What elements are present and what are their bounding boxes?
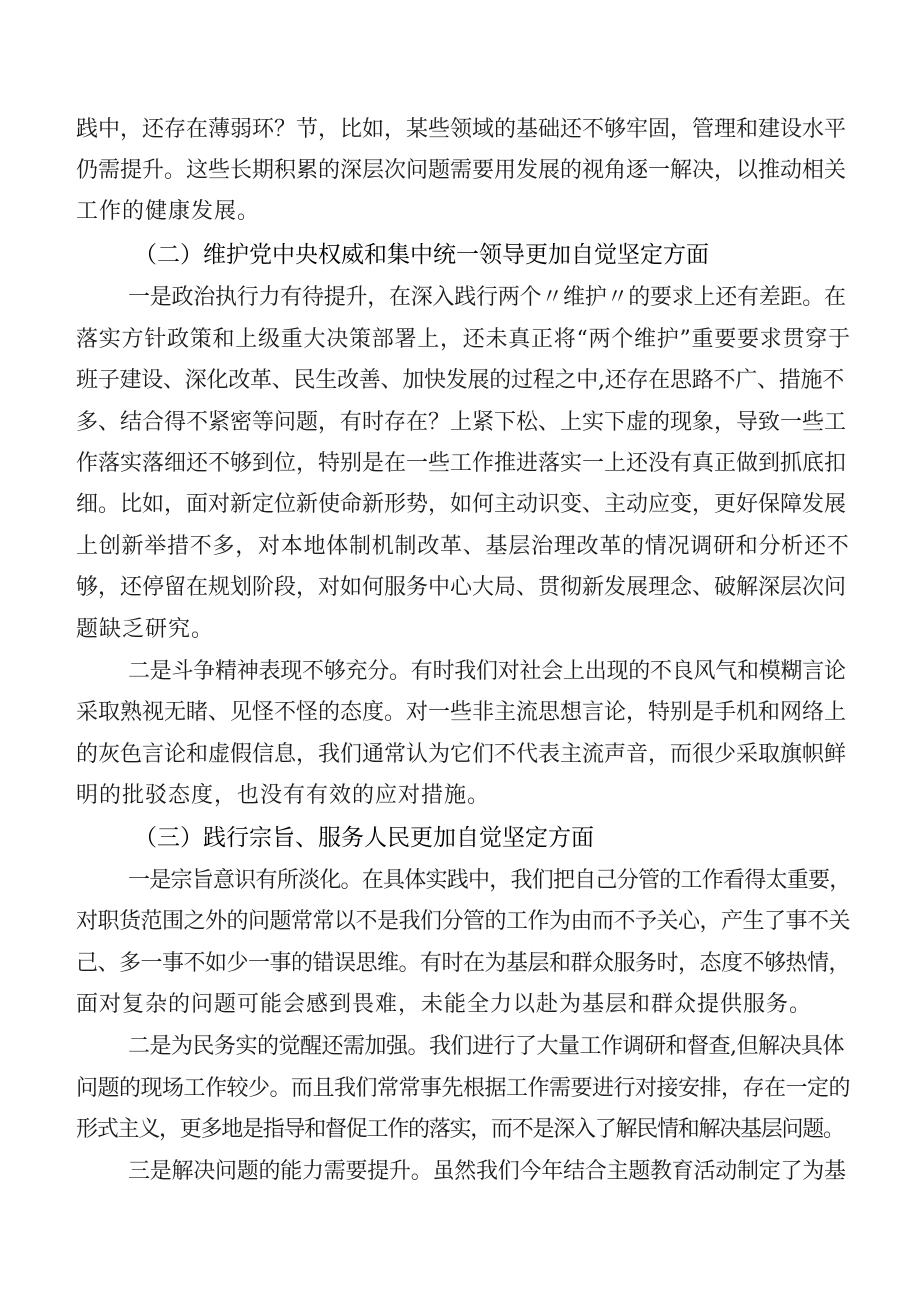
text-line: 上创新举措不多，对本地体制机制改革、基层治理改革的情况调研和分析还不 (76, 534, 850, 559)
text-line: 工作的健康发展。 (76, 199, 261, 224)
text-line: 题缺乏研究。 (76, 617, 215, 642)
text-line: 细。比如，面对新定位新使命新形势，如何主动识变、主动应变，更好保障发展 (76, 492, 847, 517)
text-line: 落实方针政策和上级重大决策部署上，还未真正将“两个维护”重要要求贯穿于 (76, 327, 851, 352)
text-line: 多、结合得不紧密等问题，有时存在？上紧下松、上实下虚的现象，导致一些工 (76, 410, 847, 435)
text-line: 形式主义，更多地是指导和督促工作的落实，而不是深入了解民情和解决基层问题。 (76, 1117, 844, 1142)
text-line: 二是为民务实的觉醒还需加强。我们进行了大量工作调研和督查,但解决具体 (128, 1034, 844, 1059)
section-heading-2: （二）维护党中央权威和集中统一领导更加自觉坚定方面 (134, 242, 709, 268)
text-line: 己、多一事不如少一事的错误思维。有时在为基层和群众服务时，态度不够热情， (76, 951, 851, 976)
text-line: 作落实落细还不够到位，特别是在一些工作推进落实一上还没有真正做到抓底扣 (76, 451, 847, 476)
text-line: 践中，还存在薄弱环？节，比如，某些领域的基础还不够牢固，管理和建设水平 (76, 117, 847, 142)
text-line: 三是解决问题的能力需要提升。虽然我们今年结合主题教育活动制定了为基 (128, 1159, 846, 1184)
section-heading-3: （三）践行宗旨、服务人民更加自觉坚定方面 (134, 825, 594, 851)
text-line: 班子建设、深化改革、民生改善、加快发展的过程之中,还存在思路不广、措施不 (76, 368, 844, 393)
text-line: 仍需提升。这些长期积累的深层次问题需要用发展的视角逐一解决，以推动相关 (76, 158, 847, 183)
text-line: 明的批驳态度，也没有有效的应对措施。 (76, 783, 491, 808)
text-line: 一是政治执行力有待提升，在深入践行两个〃维护〃的要求上还有差距。在 (128, 285, 846, 310)
text-line: 够，还停留在规划阶段，对如何服务中心大局、贯彻新发展理念、破解深层次问 (76, 575, 847, 600)
text-line: 问题的现场工作较少。而且我们常常事先根据工作需要进行对接安排，存在一定的 (76, 1076, 851, 1101)
text-line: 对职货范围之外的问题常常以不是我们分管的工作为由而不予关心，产生了事不关 (76, 909, 851, 934)
text-line: 二是斗争精神表现不够充分。有时我们对社会上出现的不良风气和模糊言论 (128, 659, 846, 684)
text-line: 采取熟视无睹、见怪不怪的态度。对一些非主流思想言论，特别是手机和网络上 (76, 700, 847, 725)
text-line: 的灰色言论和虚假信息，我们通常认为它们不代表主流声音，而很少采取旗帜鲜 (76, 742, 847, 767)
text-line: 面对复杂的问题可能会感到畏难，未能全力以赴为基层和群众提供服务。 (76, 992, 813, 1017)
text-line: 一是宗旨意识有所淡化。在具体实践中，我们把自己分管的工作看得太重要， (128, 868, 851, 893)
